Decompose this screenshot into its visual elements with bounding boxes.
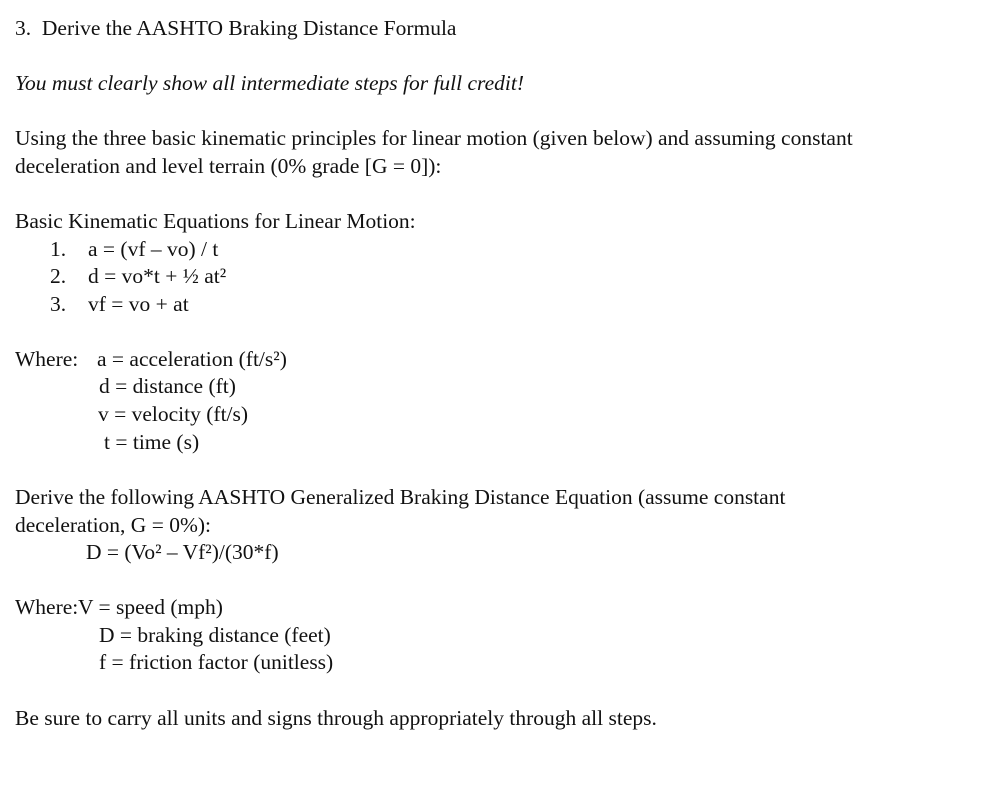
problem-heading bbox=[15, 18, 456, 40]
definition-acceleration: a = acceleration (ft/s²) bbox=[97, 347, 287, 371]
derive-line-1: Derive the following AASHTO Generalized Braking Distance Equation (assume constant bbox=[15, 485, 786, 509]
problem-number: 3. bbox=[15, 16, 32, 40]
intro-line-2: deceleration and level terrain (0% grade [G = 0]): bbox=[15, 154, 442, 178]
definition-velocity: v = velocity (ft/s) bbox=[98, 402, 249, 426]
equation-text: d = vo*t + ½ at² bbox=[88, 264, 227, 288]
aashto-equation: D = (Vo² – Vf²)/(30*f) bbox=[86, 540, 279, 564]
instruction-text: You must clearly show all intermediate steps for full credit! bbox=[15, 71, 525, 95]
where-label-2: Where: bbox=[15, 595, 79, 619]
equation-number: 2. bbox=[50, 264, 67, 288]
definition-time: t = time (s) bbox=[104, 430, 200, 454]
intro-line-1: Using the three basic kinematic principles for linear motion (given below) and assuming constant bbox=[15, 126, 853, 150]
kinematic-equation-1 bbox=[50, 239, 218, 261]
definition-speed: V = speed (mph) bbox=[78, 595, 223, 619]
derive-line-2: deceleration, G = 0%): bbox=[15, 513, 211, 537]
closing-note: Be sure to carry all units and signs through appropriately through all steps. bbox=[15, 706, 657, 730]
equation-text: a = (vf – vo) / t bbox=[88, 237, 219, 261]
problem-title: Derive the AASHTO Braking Distance Formula bbox=[41, 16, 457, 40]
kinematics-heading: Basic Kinematic Equations for Linear Motion: bbox=[15, 209, 416, 233]
kinematic-equation-3 bbox=[50, 294, 189, 316]
equation-number: 3. bbox=[50, 292, 67, 316]
where-label-1: Where: bbox=[15, 347, 79, 371]
equation-text: vf = vo + at bbox=[88, 292, 189, 316]
definition-friction-factor: f = friction factor (unitless) bbox=[99, 650, 334, 674]
definition-braking-distance: D = braking distance (feet) bbox=[99, 623, 331, 647]
kinematic-equation-2 bbox=[50, 266, 226, 288]
definition-distance: d = distance (ft) bbox=[99, 374, 236, 398]
equation-number: 1. bbox=[50, 237, 67, 261]
